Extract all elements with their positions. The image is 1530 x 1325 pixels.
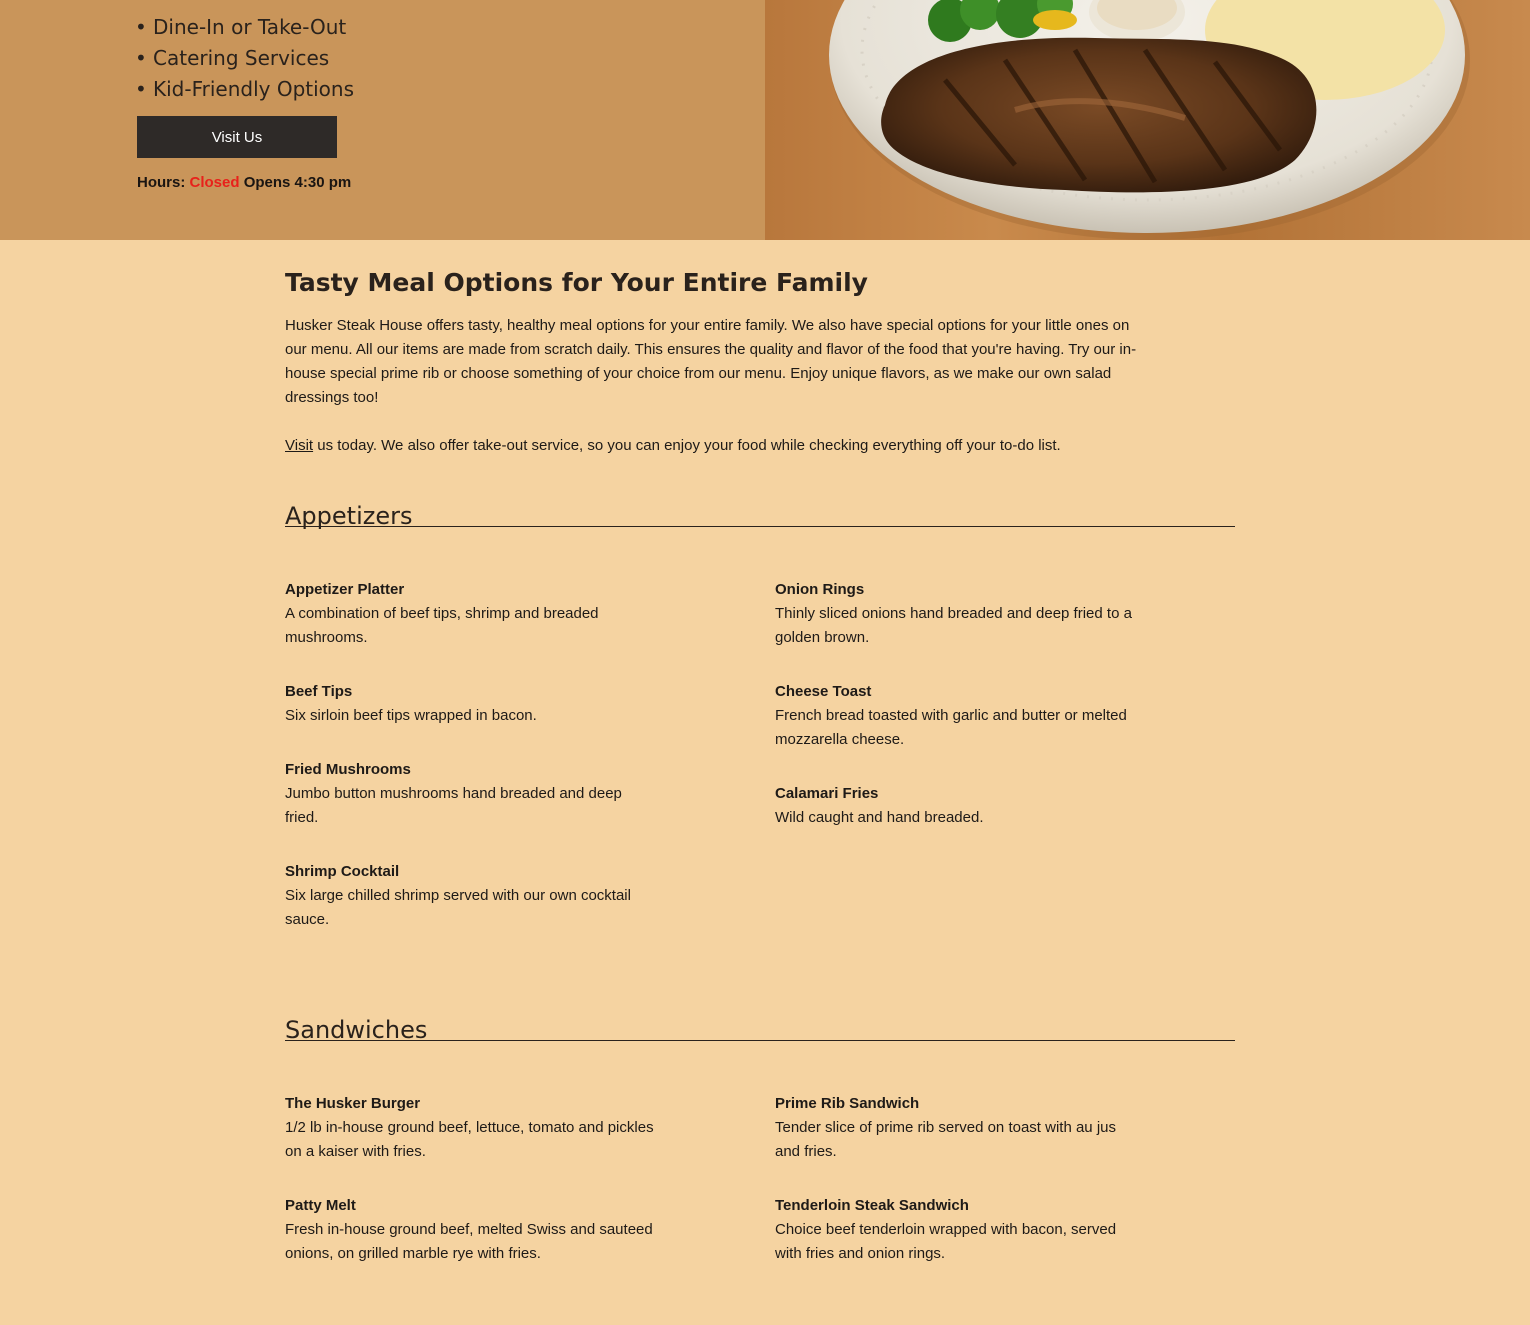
- menu-item: [285, 758, 655, 830]
- appetizers-heading: [285, 497, 1235, 530]
- menu-item: [285, 1194, 655, 1266]
- menu-item: [285, 578, 655, 650]
- item-name: Patty Melt: [285, 1197, 356, 1214]
- item-name: Onion Rings: [775, 581, 865, 598]
- item-description: Jumbo button mushrooms hand breaded and deep fried.: [285, 785, 622, 826]
- item-description: Six large chilled shrimp served with our own cocktail sauce.: [285, 887, 631, 928]
- item-name: Tenderloin Steak Sandwich: [775, 1197, 969, 1214]
- hours-label: Hours:: [137, 174, 186, 191]
- hero-info-panel: [0, 0, 765, 240]
- item-name: Calamari Fries: [775, 785, 879, 802]
- visit-text: us today. We also offer take-out service, so you can enjoy your food while checking everything off your to-do list.: [313, 437, 1061, 454]
- visit-us-button[interactable]: Visit Us: [137, 116, 337, 158]
- item-name: The Husker Burger: [285, 1095, 421, 1112]
- steak-plate-image: [765, 0, 1530, 240]
- item-description: Thinly sliced onions hand breaded and deep fried to a golden brown.: [775, 605, 1132, 646]
- hours-status: [137, 174, 351, 191]
- item-description: 1/2 lb in-house ground beef, lettuce, tomato and pickles on a kaiser with fries.: [285, 1119, 654, 1160]
- feature-label: Dine-In or Take-Out: [153, 15, 347, 39]
- visit-link[interactable]: Visit: [285, 437, 314, 454]
- item-description: Six sirloin beef tips wrapped in bacon.: [285, 707, 537, 724]
- item-description: A combination of beef tips, shrimp and breaded mushrooms.: [285, 605, 599, 646]
- feature-label: Catering Services: [153, 46, 330, 70]
- menu-item: [775, 680, 1145, 752]
- item-name: Appetizer Platter: [285, 581, 405, 598]
- feature-item: • Dine-In or Take-Out: [135, 15, 347, 39]
- menu-item: [285, 680, 655, 728]
- menu-item: [285, 860, 655, 932]
- section-title: Appetizers: [285, 502, 413, 530]
- item-description: Wild caught and hand breaded.: [775, 809, 984, 826]
- menu-item: [775, 1194, 1145, 1266]
- feature-item: • Catering Services: [135, 46, 330, 70]
- section-title: Sandwiches: [285, 1016, 428, 1044]
- item-description: Tender slice of prime rib served on toast with au jus and fries.: [775, 1119, 1116, 1160]
- feature-label: Kid-Friendly Options: [153, 77, 355, 101]
- steak-photo: [765, 0, 1530, 240]
- opens-time: Opens 4:30 pm: [243, 174, 352, 191]
- menu-item: [775, 1092, 1145, 1164]
- item-name: Shrimp Cocktail: [285, 863, 400, 880]
- item-description: French bread toasted with garlic and butter or melted mozzarella cheese.: [775, 707, 1127, 748]
- menu-item: [775, 782, 1145, 830]
- item-name: Prime Rib Sandwich: [775, 1095, 920, 1112]
- page-title: Tasty Meal Options for Your Entire Family: [285, 268, 868, 297]
- item-name: Fried Mushrooms: [285, 761, 411, 778]
- sandwiches-heading: [285, 1011, 1235, 1044]
- item-description: Choice beef tenderloin wrapped with bacon, served with fries and onion rings.: [775, 1221, 1117, 1262]
- hero-banner: [0, 0, 1530, 240]
- menu-item: [285, 1092, 655, 1164]
- item-name: Cheese Toast: [775, 683, 872, 700]
- item-name: Beef Tips: [285, 683, 353, 700]
- feature-item: • Kid-Friendly Options: [135, 77, 355, 101]
- item-description: Fresh in-house ground beef, melted Swiss and sauteed onions, on grilled marble rye with fries.: [285, 1221, 653, 1262]
- feature-list: [135, 12, 354, 105]
- menu-item: [775, 578, 1145, 650]
- visit-paragraph: [285, 434, 1145, 458]
- closed-badge: Closed: [189, 174, 240, 191]
- intro-paragraph: Husker Steak House offers tasty, healthy meal options for your entire family. We also have special options for your little ones on our menu. All our items are made from scratch daily. This ensures the quality and flavor of the food that you're having. Try our in-house special prime rib or choose something of your choice from our menu. Enjoy unique flavors, as we make our own salad dressings too!: [285, 317, 1137, 406]
